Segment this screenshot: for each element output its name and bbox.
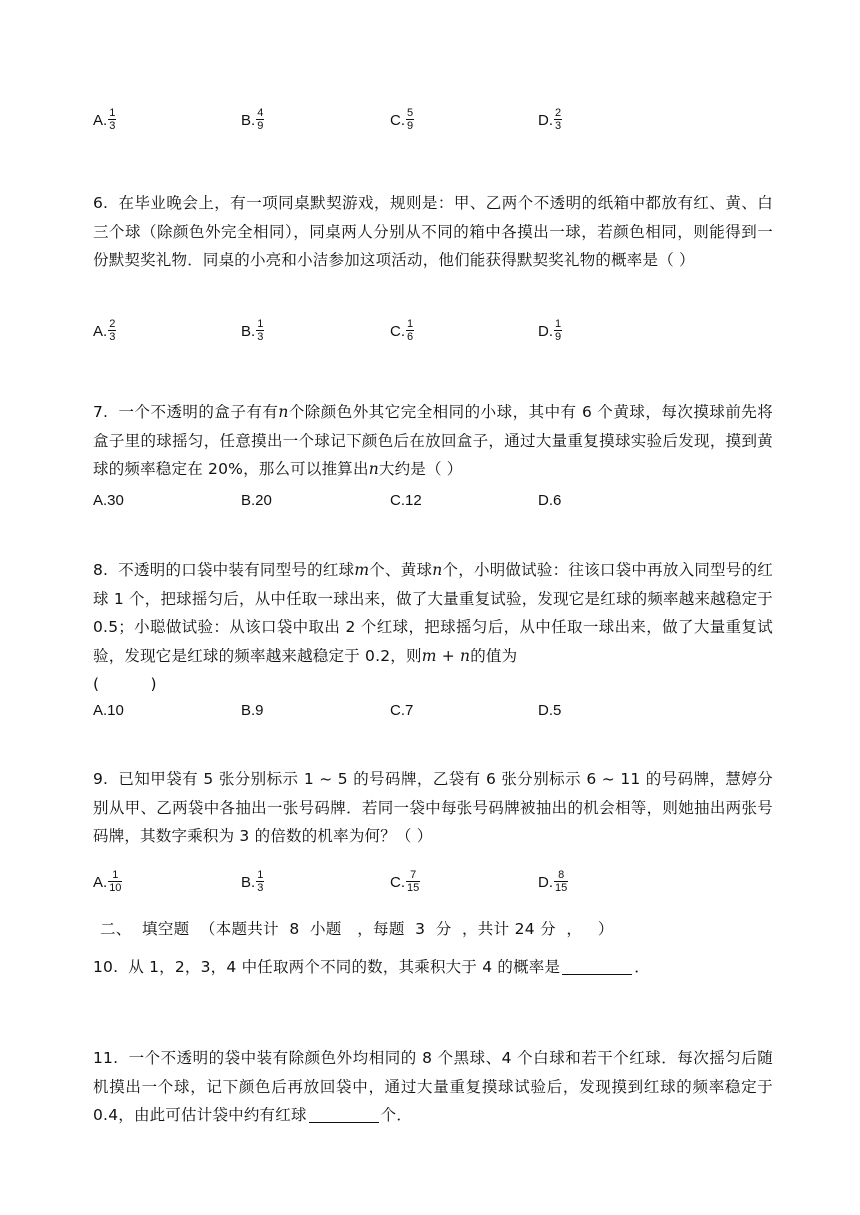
fraction [406,108,414,132]
numerator: 5 [407,107,414,119]
denominator: 3 [257,882,264,894]
q6-option-b[interactable] [241,313,264,349]
denominator: 3 [257,331,264,343]
numerator: 1 [257,869,264,881]
q7-option-c[interactable]: C.12 [390,491,422,509]
option-letter: D. [538,111,553,129]
q9-option-c[interactable] [390,864,420,900]
question-text: 个、黄球 [369,561,433,579]
math-expression: m + n [421,646,471,665]
math-variable: m [354,561,370,579]
denominator: 6 [407,331,414,343]
q6-option-a[interactable] [93,313,116,349]
question-text: 不透明的口袋中装有同型号的红球 [118,561,355,579]
numerator: 2 [109,318,116,330]
option-letter: A. [93,873,108,891]
q5-option-a[interactable] [93,102,116,138]
question-text: 在毕业晚会上，有一项同桌默契游戏，规则是：甲、乙两个不透明的纸箱中都放有红、黄、白三个球（除颜色外完全相同），同桌两人分别从不同的箱中各摸出一球，若颜色相同，则能得到一份默契奖礼物．同桌的小亮和小洁参加这项活动，他们能获得默契奖礼物的概率是（ ） [93,194,773,269]
question-text: 从 1，2，3，4 中任取两个不同的数，其乘积大于 4 的概率是 [128,958,561,976]
option-letter: B. [241,873,256,891]
question-9 [93,765,773,851]
q6-option-c[interactable] [390,313,414,349]
numerator: 1 [257,318,264,330]
option-letter: B. [241,111,256,129]
fraction [256,108,264,132]
q6-options [93,313,793,349]
fraction [554,870,568,894]
question-number: 8. [93,561,109,579]
option-letter: B. [241,322,256,340]
numerator: 1 [112,869,119,881]
question-10 [93,953,773,982]
denominator: 15 [407,882,420,894]
q5-option-d[interactable] [538,102,562,138]
question-number: 6. [93,194,109,212]
math-variable: n [278,403,289,421]
question-text: 大约是（ ） [378,460,463,478]
q8-option-b[interactable]: B.9 [241,701,264,719]
question-text: 一个不透明的盒子有有 [118,403,279,421]
q7-option-a[interactable]: A.30 [93,491,124,509]
denominator: 9 [257,120,264,132]
answer-blank[interactable] [309,1106,379,1123]
q5-option-c[interactable] [390,102,414,138]
q6-option-d[interactable] [538,313,562,349]
math-variable: n [432,561,443,579]
denominator: 9 [407,120,414,132]
denominator: 3 [555,120,562,132]
q8-option-d[interactable]: D.5 [538,701,562,719]
fraction [406,319,414,343]
fraction [554,319,562,343]
numerator: 1 [555,318,562,330]
question-text: 个除颜色外其它完全相同的小球，其中有 6 个黄球，每次摸球前先将盒子里的球摇匀，任意摸出一个球记下颜色后在放回盒子，通过大量重复摸球实验后发现，摸到黄球的频率稳定在 20%，那么可以推算出 [93,403,773,478]
q9-option-d[interactable] [538,864,568,900]
q8-option-a[interactable]: A.10 [93,701,124,719]
q7-option-b[interactable]: B.20 [241,491,272,509]
q5-option-b[interactable] [241,102,264,138]
question-number: 7. [93,403,109,421]
answer-blank[interactable] [562,958,632,975]
q7-option-d[interactable]: D.6 [538,491,562,509]
question-text: 个，小明做试验：往该口袋中再放入同型号的红球 1 个，把球摇匀后，从中任取一球出来，做了大量重复试验，发现它是红球的频率越来越稳定于 0.5；小聪做试验：从该口袋中取出 2 个红球，把球摇匀后，从中任取一球出来，做了大量重复试验，发现它是红球的频率越来越稳定于 0.2，则 [93,561,773,665]
q8-option-c[interactable]: C.7 [390,701,414,719]
option-letter: A. [93,111,108,129]
numerator: 4 [257,107,264,119]
fraction [256,319,264,343]
q7-options [93,482,793,518]
question-text: ． [634,958,650,976]
answer-paren: ( ) [93,675,157,693]
denominator: 3 [109,120,116,132]
numerator: 8 [558,869,565,881]
question-text: 的值为 [470,646,518,665]
question-text: 已知甲袋有 5 张分别标示 1 ~ 5 的号码牌，乙袋有 6 张分别标示 6 ~ 11 的号码牌，慧婷分别从甲、乙两袋中各抽出一张号码牌．若同一袋中每张号码牌被抽出的机会相等，则她抽出两张号码牌，其数字乘积为 3 的倍数的机率为何？（ ） [93,770,773,845]
option-letter: D. [538,873,553,891]
question-7 [93,398,773,484]
fraction [406,870,420,894]
fraction [554,108,562,132]
denominator: 15 [555,882,568,894]
numerator: 7 [410,869,417,881]
option-letter: C. [390,111,405,129]
option-letter: C. [390,322,405,340]
question-number: 9. [93,770,109,788]
numerator: 1 [407,318,414,330]
question-11 [93,1044,773,1130]
option-letter: C. [390,873,405,891]
numerator: 2 [555,107,562,119]
q9-option-a[interactable] [93,864,122,900]
fraction [256,870,264,894]
q5-options [93,102,793,138]
denominator: 9 [555,331,562,343]
q8-options [93,692,793,728]
math-variable: n [368,460,379,478]
question-number: 11. [93,1049,119,1067]
q9-option-b[interactable] [241,864,264,900]
numerator: 1 [109,107,116,119]
question-text: 个． [380,1106,413,1124]
question-number: 10. [93,958,119,976]
denominator: 3 [109,331,116,343]
question-8 [93,556,773,699]
fraction [108,870,122,894]
option-letter: A. [93,322,108,340]
option-letter: D. [538,322,553,340]
section-heading: 二、 填空题 （本题共计 8 小题 ，每题 3 分 ，共计 24 分 ， ） [100,920,614,938]
fraction [108,108,116,132]
fraction [108,319,116,343]
denominator: 10 [109,882,122,894]
question-6 [93,189,773,275]
q9-options [93,864,793,900]
question-text: 一个不透明的袋中装有除颜色外均相同的 8 个黑球、4 个白球和若干个红球．每次摇匀后随机摸出一个球，记下颜色后再放回袋中，通过大量重复摸球试验后，发现摸到红球的频率稳定于 0.4，由此可估计袋中约有红球 [93,1049,773,1124]
